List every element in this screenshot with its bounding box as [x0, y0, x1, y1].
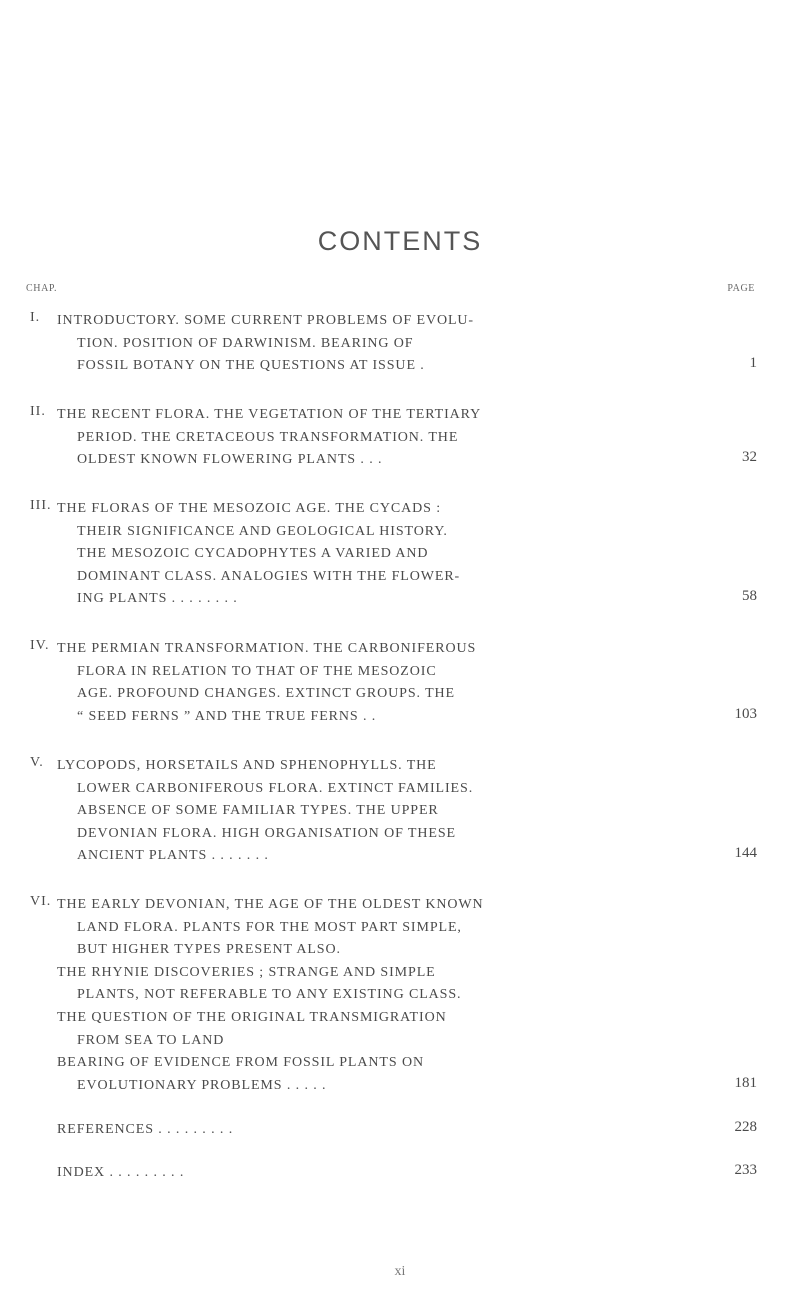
chapter-title: [57, 755, 687, 868]
chapter-number: III.: [30, 498, 52, 513]
chap-column-label: CHAP.: [26, 283, 58, 294]
chapter-title-line: AGE. PROFOUND CHANGES. EXTINCT GROUPS. THE: [77, 686, 455, 702]
page-number: 58: [742, 588, 757, 604]
chapter-title: [57, 894, 687, 1097]
chapter-title-line: THEIR SIGNIFICANCE AND GEOLOGICAL HISTORY.: [77, 523, 448, 539]
chapter-number: IV.: [30, 638, 50, 653]
section-title-line: INDEX . . . . . . . . .: [57, 1165, 185, 1180]
chapter-title-line: “ SEED FERNS ” AND THE TRUE FERNS . .: [77, 708, 377, 724]
chapter-title-line: ANCIENT PLANTS . . . . . . .: [77, 848, 269, 864]
section-title: [57, 1162, 687, 1185]
chapter-title-line: PLANTS, NOT REFERABLE TO ANY EXISTING CLASS.: [77, 987, 462, 1003]
chapter-title-line: THE QUESTION OF THE ORIGINAL TRANSMIGRATION: [57, 1009, 447, 1025]
chapter-title-line: THE MESOZOIC CYCADOPHYTES A VARIED AND: [77, 546, 429, 562]
chapter-title-line: ABSENCE OF SOME FAMILIAR TYPES. THE UPPER: [77, 803, 439, 819]
chapter-title-line: PERIOD. THE CRETACEOUS TRANSFORMATION. THE: [77, 429, 459, 445]
chapter-title-line: LYCOPODS, HORSETAILS AND SPHENOPHYLLS. THE: [57, 758, 437, 773]
chapter-title-line: TION. POSITION OF DARWINISM. BEARING OF: [77, 335, 414, 351]
section-title: [57, 1119, 687, 1142]
chapter-title: [57, 638, 687, 728]
chapter-title-line: BUT HIGHER TYPES PRESENT ALSO.: [77, 942, 341, 958]
chapter-title-line: INTRODUCTORY. SOME CURRENT PROBLEMS OF EVOLU-: [57, 313, 474, 328]
page-number: 32: [742, 449, 757, 465]
page-number: 103: [734, 706, 757, 722]
chapter-title-line: THE RHYNIE DISCOVERIES ; STRANGE AND SIMPLE: [57, 964, 436, 980]
chapter-title-line: THE RECENT FLORA. THE VEGETATION OF THE TERTIARY: [57, 407, 482, 422]
section-title-line: REFERENCES . . . . . . . . .: [57, 1122, 234, 1137]
chapter-number: V.: [30, 755, 44, 770]
chapter-title-line: EVOLUTIONARY PROBLEMS . . . . .: [77, 1077, 327, 1093]
folio-page-number: xi: [394, 1264, 406, 1279]
page-number: 1: [749, 355, 757, 371]
chapter-title-line: FROM SEA TO LAND: [77, 1032, 225, 1048]
page-column-label: PAGE: [727, 283, 755, 294]
chapter-title-line: OLDEST KNOWN FLOWERING PLANTS . . .: [77, 452, 383, 468]
chapter-title-line: DOMINANT CLASS. ANALOGIES WITH THE FLOWER-: [77, 568, 461, 584]
chapter-number: VI.: [30, 894, 52, 909]
page-title: CONTENTS: [317, 226, 483, 256]
chapter-title-line: LAND FLORA. PLANTS FOR THE MOST PART SIMPLE,: [77, 919, 462, 935]
page-number: 228: [734, 1119, 757, 1135]
chapter-title-line: THE FLORAS OF THE MESOZOIC AGE. THE CYCADS :: [57, 501, 442, 516]
chapter-title: [57, 310, 687, 378]
chapter-title: [57, 404, 687, 472]
chapter-title: [57, 498, 687, 611]
chapter-title-line: FLORA IN RELATION TO THAT OF THE MESOZOIC: [77, 663, 437, 679]
chapter-title-line: ING PLANTS . . . . . . . .: [77, 591, 238, 607]
chapter-title-line: DEVONIAN FLORA. HIGH ORGANISATION OF THESE: [77, 825, 456, 841]
chapter-title-line: BEARING OF EVIDENCE FROM FOSSIL PLANTS ON: [57, 1055, 424, 1071]
chapter-number: I.: [30, 310, 41, 325]
page-number: 233: [734, 1162, 757, 1178]
chapter-title-line: LOWER CARBONIFEROUS FLORA. EXTINCT FAMILIES.: [77, 780, 474, 796]
chapter-title-line: THE PERMIAN TRANSFORMATION. THE CARBONIFEROUS: [57, 641, 477, 656]
chapter-number: II.: [30, 404, 46, 419]
page-number: 181: [734, 1075, 757, 1091]
chapter-title-line: THE EARLY DEVONIAN, THE AGE OF THE OLDEST KNOWN: [57, 897, 484, 912]
page-number: 144: [734, 845, 757, 861]
chapter-title-line: FOSSIL BOTANY ON THE QUESTIONS AT ISSUE .: [77, 358, 425, 374]
